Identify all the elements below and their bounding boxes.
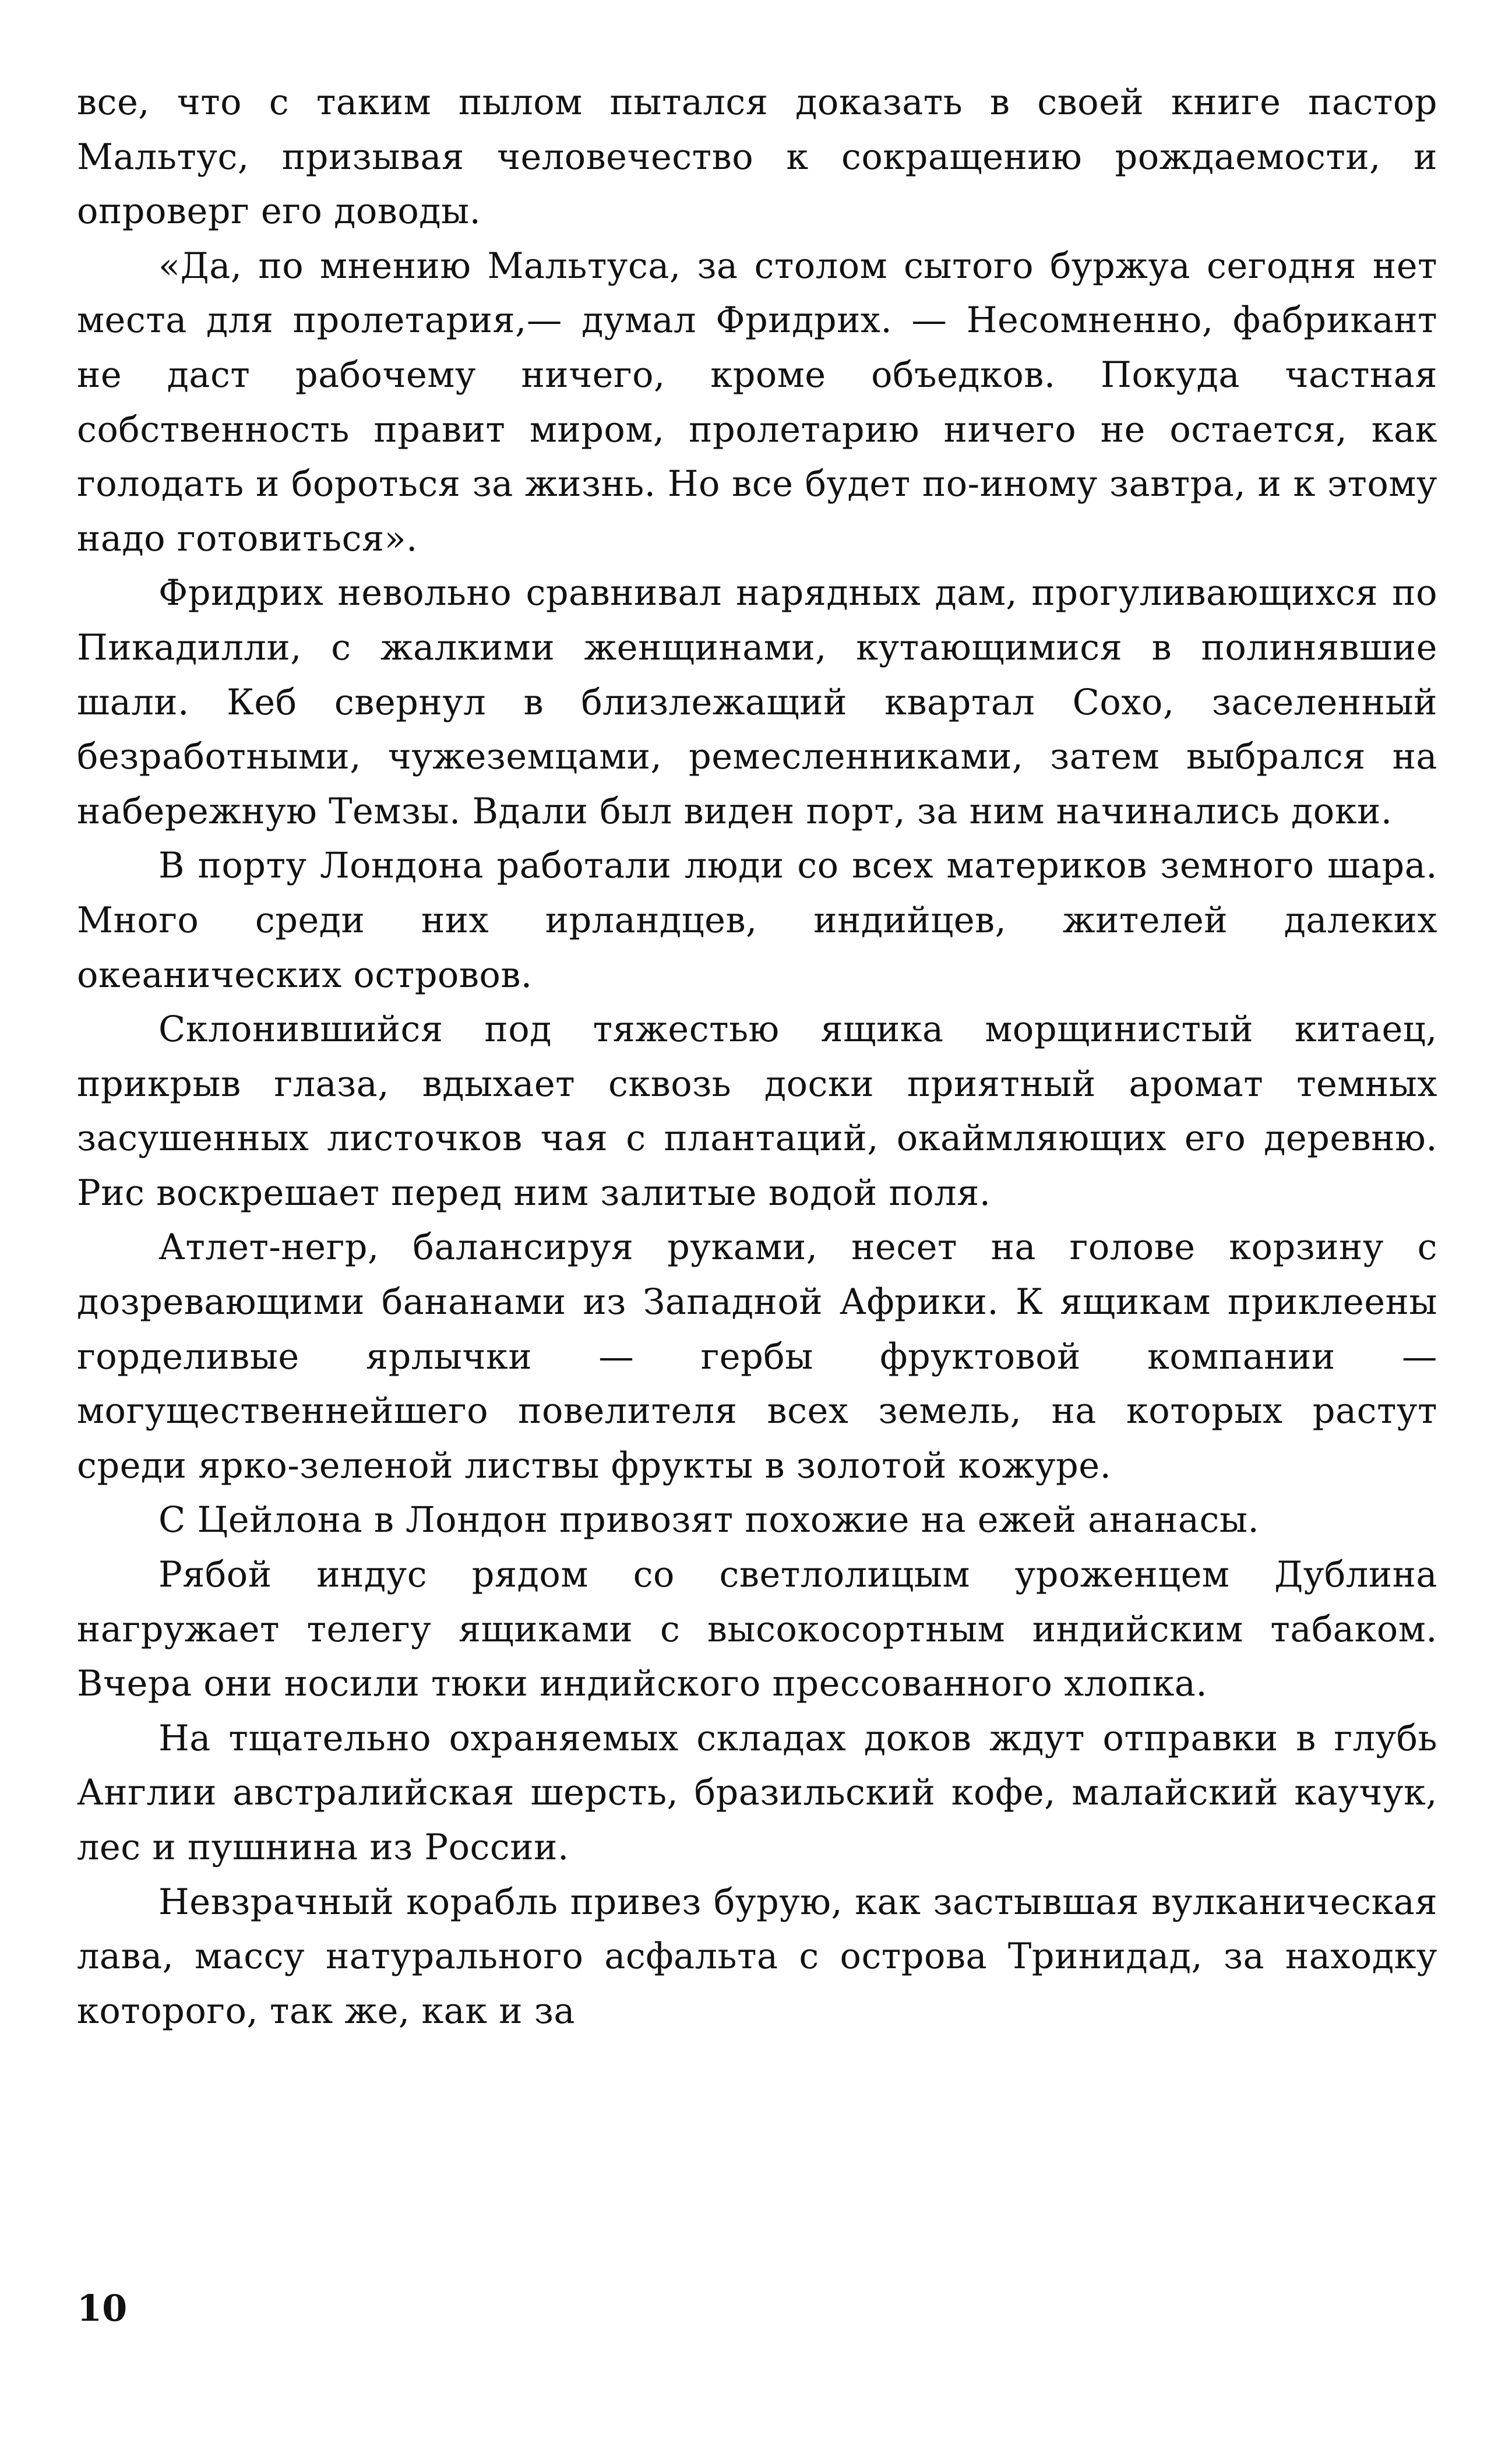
body-text: [77, 76, 1437, 2039]
paragraph-7: С Цейлона в Лондон привозят похожие на ежей ананасы.: [158, 1500, 1260, 1541]
paragraph-5: Склонившийся под тяжестью ящика морщинистый китаец, прикрыв глаза, вдыхает сквозь доски приятный аромат темных засушенных листочков чая с плантаций, окаймляющих его деревню. Рис воскрешает перед ним залитые водой поля.: [77, 1009, 1437, 1214]
paragraph-6: Атлет-негр, балансируя руками, несет на голове корзину с дозревающими бананами из Западной Африки. К ящикам приклеены горделивые ярлычки — гербы фруктовой компании — могущественнейшего повелителя всех земель, на которых растут среди ярко-зеленой листвы фрукты в золотой кожуре.: [77, 1227, 1437, 1486]
page-number: 10: [77, 2287, 128, 2329]
paragraph-2: «Да, по мнению Мальтуса, за столом сытого буржуа сегодня нет места для пролетария,— думал Фридрих. — Несомненно, фабрикант не даст рабочему ничего, кроме объедков. Покуда частная собственность правит миром, пролетарию ничего не остается, как голодать и бороться за жизнь. Но все будет по-иному завтра, и к этому надо готовиться».: [77, 245, 1437, 559]
paragraph-8: Рябой индус рядом со светлолицым уроженцем Дублина нагружает телегу ящиками с высокосортным индийским табаком. Вчера они носили тюки индийского прессованного хлопка.: [77, 1555, 1437, 1705]
paragraph-4: В порту Лондона работали люди со всех материков земного шара. Много среди них ирландцев, индийцев, жителей далеких океанических островов.: [77, 845, 1437, 996]
paragraph-1: все, что с таким пылом пытался доказать в своей книге пастор Мальтус, призывая человечество к сокращению рождаемости, и опроверг его доводы.: [77, 82, 1437, 232]
paragraph-9: На тщательно охраняемых складах доков ждут отправки в глубь Англии австралийская шерсть, бразильский кофе, малайский каучук, лес и пушнина из России.: [77, 1718, 1437, 1868]
paragraph-3: Фридрих невольно сравнивал нарядных дам, прогуливающихся по Пикадилли, с жалкими женщинами, кутающимися в полинявшие шали. Кеб свернул в близлежащий квартал Сохо, заселенный безработными, чужеземцами, ремесленниками, затем выбрался на набережную Темзы. Вдали был виден порт, за ним начинались доки.: [77, 573, 1437, 832]
paragraph-10: Невзрачный корабль привез бурую, как застывшая вулканическая лава, массу натурального асфальта с острова Тринидад, за находку которого, так же, как и за: [77, 1881, 1437, 2032]
